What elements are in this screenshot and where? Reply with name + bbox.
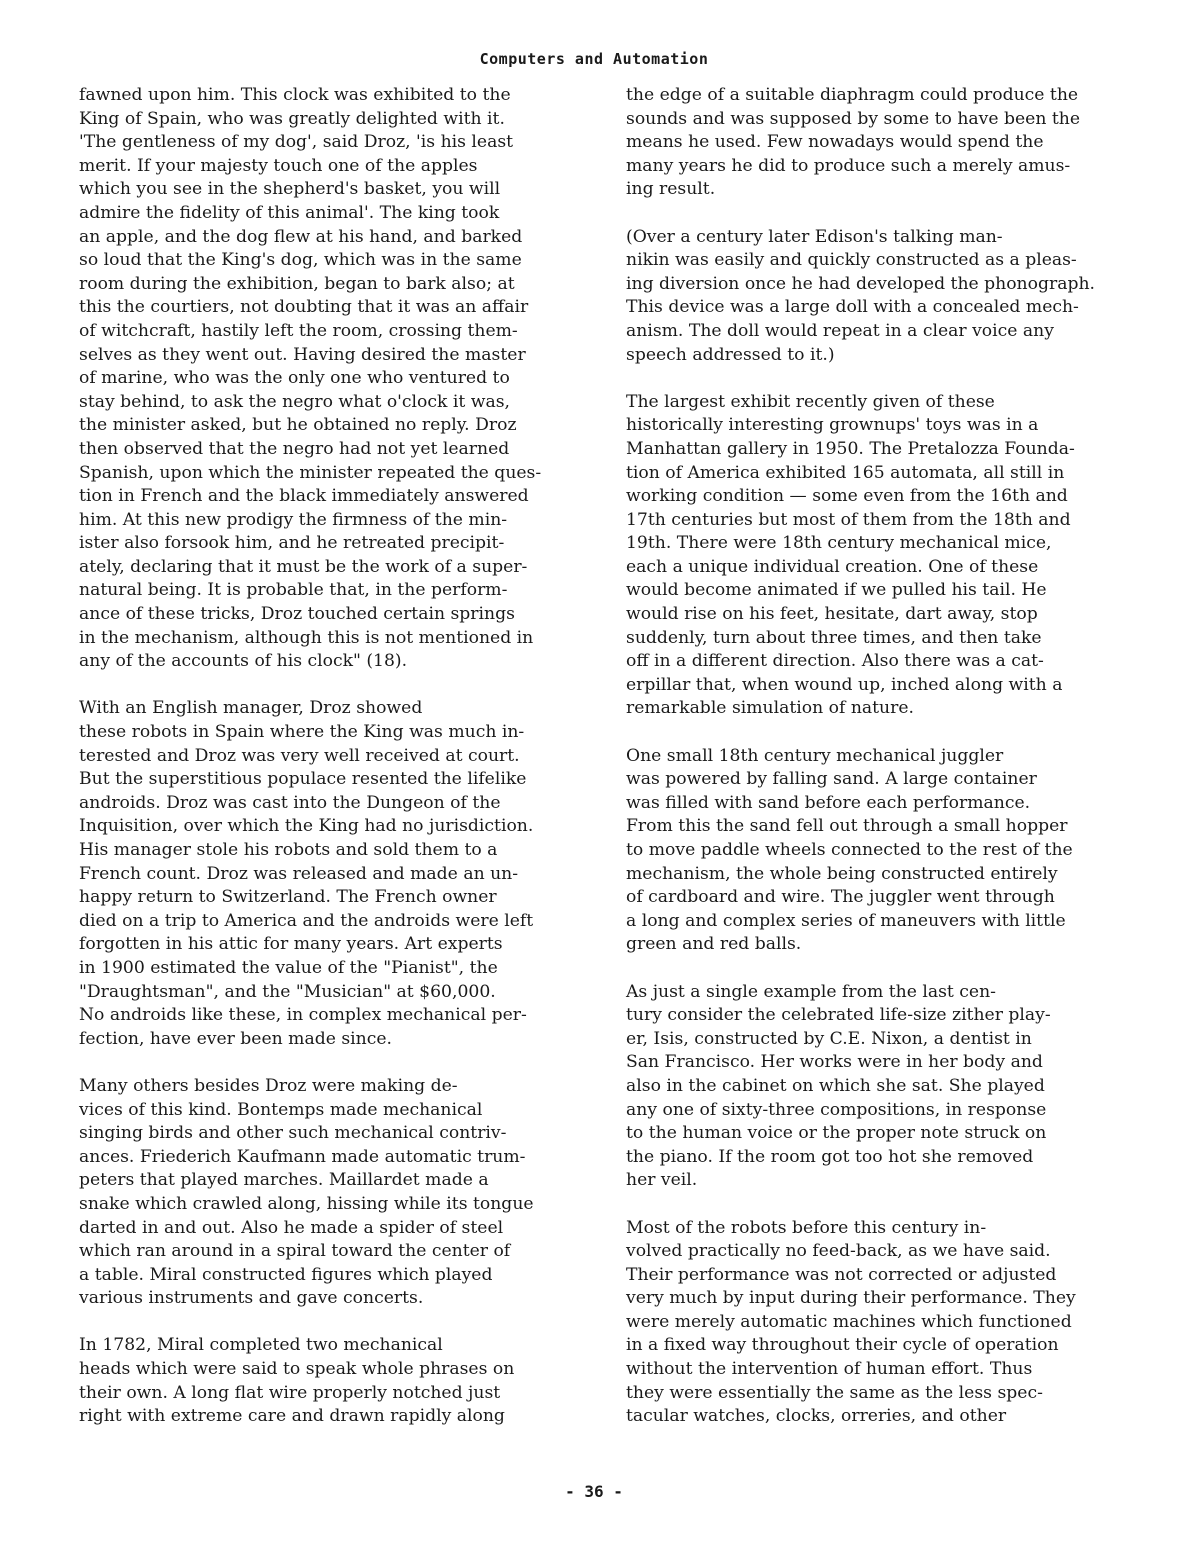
- paragraph: (Over a century later Edison's talking man- nikin was easily and quickly constructed as a pleas- ing diversion once he had developed the phonograph. This device was a large doll with a concealed mech- anism. The doll would repeat in a clear voice any speech addressed to it.): [626, 226, 1095, 365]
- page-number: - 36 -: [565, 1482, 623, 1501]
- paragraph: fawned upon him. This clock was exhibited to the King of Spain, who was greatly delighted with it. 'The gentleness of my dog', said Droz, 'is his least merit. If your majesty touch one of the apples which you see in the shepherd's basket, you will admire the fidelity of this animal'. The king took an apple, and the dog flew at his hand, and barked so loud that the King's dog, which was in the same room during the exhibition, began to bark also; at this the courtiers, not doubting that it was an affair of witchcraft, hastily left the room, crossing them- selves as they went out. Having desired the master of marine, who was the only one who ventured to stay behind, to ask the negro what o'clock it was, the minister asked, but he obtained no reply. Droz then observed that the negro had not yet learned Spanish, upon which the minister repeated the ques- tion in French and the black immediately answered him. At this new prodigy the firmness of the min- ister also forsook him, and he retreated precipit- ately, declaring that it must be the work of a super- natural being. It is probable that, in the perform- ance of these tricks, Droz touched certain springs in the mechanism, although this is not mentioned in any of the accounts of his clock" (18).: [79, 85, 542, 672]
- paragraph: the edge of a suitable diaphragm could produce the sounds and was supposed by some to have been the means he used. Few nowadays would spend the many years he did to produce such a merely amus- ing result.: [626, 85, 1081, 200]
- paragraph: One small 18th century mechanical juggler was powered by falling sand. A large container was filled with sand before each performance. From this the sand fell out through a small hopper to move paddle wheels connected to the rest of the mechanism, the whole being constructed entirely of cardboard and wire. The juggler went through a long and complex series of maneuvers with little green and red balls.: [626, 745, 1073, 955]
- right-column: [626, 84, 1116, 1452]
- paragraph: Many others besides Droz were making de- vices of this kind. Bontemps made mechanical singing birds and other such mechanical contriv- ances. Friederich Kaufmann made automatic trum- peters that played marches. Maillardet made a snake which crawled along, hissing while its tongue darted in and out. Also he made a spider of steel which ran around in a spiral toward the center of a table. Miral constructed figures which played various instruments and gave concerts.: [79, 1075, 534, 1309]
- paragraph: As just a single example from the last cen- tury consider the celebrated life-size zither play- er, Isis, constructed by C.E. Nixon, a dentist in San Francisco. Her works were in her body and also in the cabinet on which she sat. She played any one of sixty-three compositions, in response to the human voice or the proper note struck on the piano. If the room got too hot she removed her veil.: [626, 981, 1051, 1191]
- left-column: [79, 84, 579, 1452]
- page-header: Computers and Automation: [479, 50, 709, 68]
- paragraph: With an English manager, Droz showed these robots in Spain where the King was much in- terested and Droz was very well received at court. But the superstitious populace resented the lifelike androids. Droz was cast into the Dungeon of the Inquisition, over which the King had no jurisdiction. His manager stole his robots and sold them to a French count. Droz was released and made an un- happy return to Switzerland. The French owner died on a trip to America and the androids were left forgotten in his attic for many years. Art experts in 1900 estimated the value of the "Pianist", the "Draughtsman", and the "Musician" at $60,000. No androids like these, in complex mechanical per- fection, have ever been made since.: [79, 698, 534, 1049]
- paragraph: Most of the robots before this century in- volved practically no feed-back, as we have said. Their performance was not corrected or adjusted very much by input during their performance. They were merely automatic machines which functioned in a fixed way throughout their cycle of operation without the intervention of human effort. Thus they were essentially the same as the less spec- tacular watches, clocks, orreries, and other: [626, 1217, 1076, 1427]
- paragraph: The largest exhibit recently given of these historically interesting grownups' toys was in a Manhattan gallery in 1950. The Pretalozza Founda- tion of America exhibited 165 automata, all still in working condition — some even from the 16th and 17th centuries but most of them from the 18th and 19th. There were 18th century mechanical mice, each a unique individual creation. One of these would become animated if we pulled his tail. He would rise on his feet, hesitate, dart away, stop suddenly, turn about three times, and then take off in a different direction. Also there was a cat- erpillar that, when wound up, inched along with a remarkable simulation of nature.: [626, 391, 1075, 719]
- paragraph: In 1782, Miral completed two mechanical heads which were said to speak whole phrases on their own. A long flat wire properly notched just right with extreme care and drawn rapidly along: [79, 1335, 515, 1427]
